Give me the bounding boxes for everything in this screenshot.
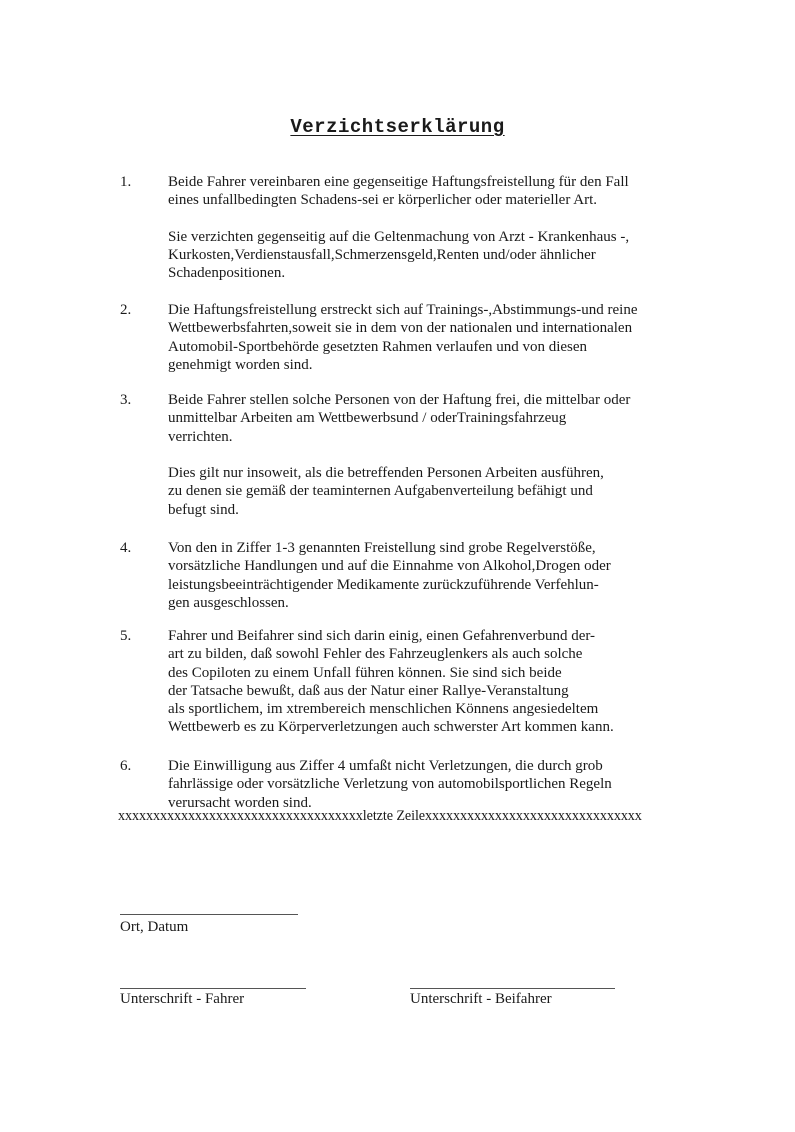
place-date-label: Ort, Datum [120, 919, 189, 935]
clause-number: 4. [120, 540, 132, 556]
clause-number: 3. [120, 392, 132, 408]
clause-text-line: Kurkosten,Verdienstausfall,Schmerzensgeld,Renten und/oder ähnlicher [168, 247, 596, 264]
clause-text-line: Beide Fahrer stellen solche Personen von der Haftung frei, die mittelbar oder [168, 392, 631, 408]
clause-text-line: zu denen sie gemäß der teaminternen Aufgabenverteilung befähigt und [168, 483, 593, 500]
clause-text-line: unmittelbar Arbeiten am Wettbewerbsund / oderTrainingsfahrzeug [168, 410, 567, 427]
clause-text-line: verursacht worden sind. [168, 794, 312, 811]
clause-text-line: Automobil-Sportbehörde gesetzten Rahmen verlaufen und von diesen [168, 338, 588, 355]
clause-paragraph [168, 301, 708, 374]
clause-text-line: Die Einwilligung aus Ziffer 4 umfaßt nicht Verletzungen, die durch grob [168, 758, 603, 774]
clause-text-line: der Tatsache bewußt, daß aus der Natur einer Rallye-Veranstaltung [168, 682, 569, 699]
clause-text-line: Beide Fahrer vereinbaren eine gegenseitige Haftungsfreistellung für den Fall [168, 174, 629, 190]
driver-signature-line [120, 988, 306, 989]
clause-text-line: genehmigt worden sind. [168, 356, 313, 373]
clause-text-line: des Copiloten zu einem Unfall führen können. Sie sind sich beide [168, 664, 562, 681]
clause-number: 1. [120, 174, 132, 190]
clause-text-line: Von den in Ziffer 1-3 genannten Freistellung sind grobe Regelverstöße, [168, 540, 596, 556]
clause-text-line: Fahrer und Beifahrer sind sich darin einig, einen Gefahrenverbund der- [168, 628, 596, 644]
clause-paragraph [168, 173, 708, 210]
document-title: Verzichtserklärung [290, 116, 505, 138]
clause-text-line: Dies gilt nur insoweit, als die betreffenden Personen Arbeiten ausführen, [168, 465, 604, 482]
clause-text-line: eines unfallbedingten Schadens-sei er körperlicher oder materieller Art. [168, 192, 597, 209]
clause-paragraph [168, 627, 708, 737]
clause-number: 6. [120, 758, 132, 774]
clause-paragraph [168, 539, 708, 612]
clause-text-line: Wettbewerbsfahrten,soweit sie in dem von der nationalen und internationalen [168, 320, 633, 337]
clause-text-line: verrichten. [168, 428, 233, 445]
clause-body [168, 627, 708, 737]
clause-paragraph [168, 757, 708, 812]
clause-text-line: gen ausgeschlossen. [168, 594, 289, 611]
driver-signature-label: Unterschrift - Fahrer [120, 991, 245, 1007]
clause-paragraph [168, 464, 708, 519]
clause-text-line: art zu bilden, daß sowohl Fehler des Fahrzeuglenkers als auch solche [168, 646, 583, 663]
clause-paragraph [168, 228, 708, 283]
place-date-line [120, 914, 298, 915]
clause-text-line: Wettbewerb es zu Körperverletzungen auch schwerster Art kommen kann. [168, 719, 614, 736]
last-line-marker: xxxxxxxxxxxxxxxxxxxxxxxxxxxxxxxxxxxletzte Zeilexxxxxxxxxxxxxxxxxxxxxxxxxxxxxxx [118, 808, 642, 824]
clause-text-line: Schadenpositionen. [168, 265, 286, 282]
clause-text-line: leistungsbeeinträchtigender Medikamente zurückzuführende Verfehlun- [168, 576, 599, 593]
clause-body [168, 757, 708, 812]
clause-body [168, 391, 708, 519]
clause-text-line: Die Haftungsfreistellung erstreckt sich auf Trainings-,Abstimmungs-und reine [168, 302, 638, 318]
codriver-signature-line [410, 988, 615, 989]
clause-paragraph [168, 391, 708, 446]
clause-text-line: vorsätzliche Handlungen und auf die Einnahme von Alkohol,Drogen oder [168, 558, 611, 575]
clause-text-line: fahrlässige oder vorsätzliche Verletzung von automobilsportlichen Regeln [168, 776, 612, 793]
clause-text-line: als sportlichem, im xtrembereich menschlichen Könnens angesiedeltem [168, 701, 599, 718]
clause-number: 5. [120, 628, 132, 644]
clause-number: 2. [120, 302, 132, 318]
clause-text-line: Sie verzichten gegenseitig auf die Geltenmachung von Arzt - Krankenhaus -, [168, 228, 630, 245]
clause-body [168, 539, 708, 612]
clause-body [168, 173, 708, 283]
codriver-signature-label: Unterschrift - Beifahrer [410, 991, 552, 1007]
clause-text-line: befugt sind. [168, 501, 239, 518]
clause-body [168, 301, 708, 374]
